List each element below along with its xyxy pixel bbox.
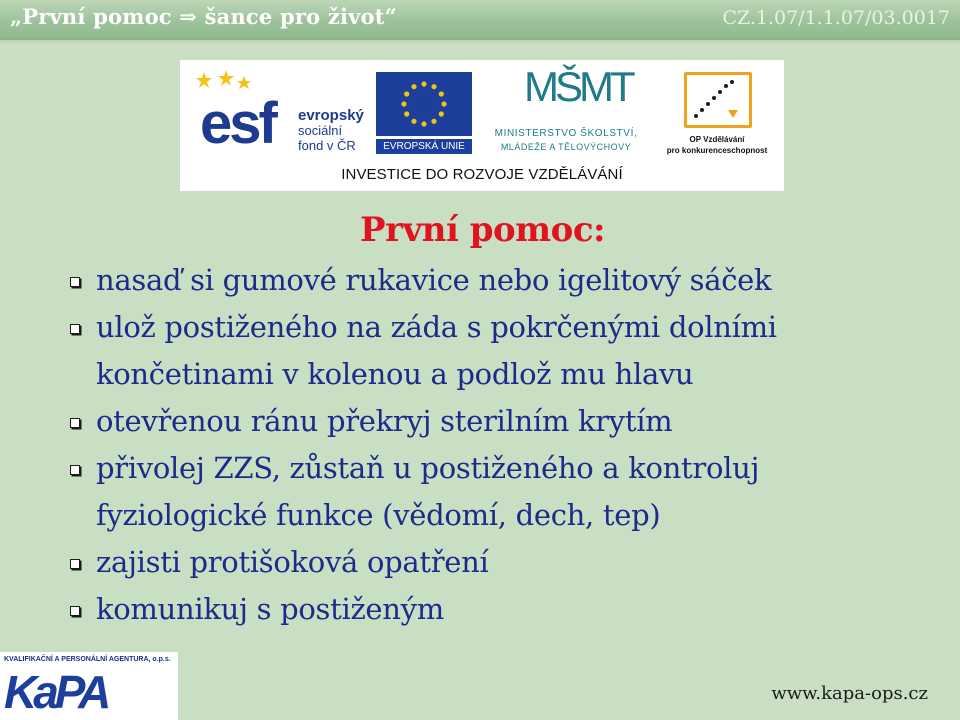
msmt-line-2: MLÁDEŽE A TĚLOVÝCHOVY: [500, 142, 632, 152]
header-bar: [0, 0, 960, 40]
esf-text: [298, 108, 364, 153]
list-item-text: zajisti protišoková opatření: [96, 545, 489, 579]
project-code: CZ.1.07/1.1.07/03.0017: [722, 7, 950, 29]
square-bullet-icon: [70, 606, 80, 616]
esf-letters: esf: [200, 91, 275, 156]
kapa-logo: [0, 652, 178, 720]
list-item-text: komunikuj s postiženým: [96, 592, 444, 626]
msmt-mark: MŠMT: [524, 63, 632, 110]
eu-flag-icon: [376, 72, 472, 136]
kapa-agency-name: KVALIFIKAČNÍ A PERSONÁLNÍ AGENTURA, o.p.s.: [4, 656, 171, 663]
square-bullet-icon: [70, 465, 80, 475]
op-text: [658, 134, 776, 156]
esf-logo: [196, 70, 368, 158]
esf-line-2: sociální: [298, 123, 343, 138]
list-item-text: přivolej ZZS, zůstaň u postiženého a kontroluj: [96, 451, 760, 485]
bullet-list: [68, 257, 948, 633]
slide-heading: První pomoc:: [360, 210, 606, 250]
op-logo: [658, 68, 776, 160]
esf-line-1: evropský: [298, 107, 364, 124]
list-item: [68, 304, 948, 398]
presentation-title: „První pomoc ⇒ šance pro život“: [10, 4, 397, 29]
square-bullet-icon: [70, 559, 80, 569]
square-bullet-icon: [70, 324, 80, 334]
header-shadow: [0, 38, 960, 44]
list-item: [68, 539, 948, 586]
op-dots-icon: [692, 80, 742, 120]
list-item: [68, 398, 948, 445]
square-bullet-icon: [70, 277, 80, 287]
kapa-wordmark: KaPA: [4, 666, 108, 718]
op-line-1: OP Vzdělávání: [689, 135, 745, 144]
list-item: [68, 586, 948, 633]
list-item-text: fyziologické funkce (vědomí, dech, tep): [96, 498, 661, 532]
esf-line-3: fond v ČR: [298, 138, 356, 153]
square-bullet-icon: [70, 418, 80, 428]
footer-url: www.kapa-ops.cz: [771, 683, 928, 704]
logo-panel: [180, 60, 784, 191]
op-line-2: pro konkurenceschopnost: [666, 146, 768, 155]
list-item: [68, 257, 948, 304]
list-item-text: nasaď si gumové rukavice nebo igelitový sáček: [96, 263, 772, 297]
msmt-logo: [480, 63, 652, 158]
list-item-text: ulož postiženého na záda s pokrčenými dolními: [96, 310, 777, 344]
list-item: [68, 445, 948, 539]
eu-label: EVROPSKÁ UNIE: [376, 139, 472, 154]
list-item-text: otevřenou ránu překryj sterilním krytím: [96, 404, 673, 438]
list-item-text: končetinami v kolenou a podlož mu hlavu: [96, 357, 694, 391]
investice-slogan: INVESTICE DO ROZVOJE VZDĚLÁVÁNÍ: [341, 166, 623, 183]
msmt-line-1: MINISTERSTVO ŠKOLSTVÍ,: [494, 128, 638, 139]
eu-logo: [376, 72, 474, 154]
